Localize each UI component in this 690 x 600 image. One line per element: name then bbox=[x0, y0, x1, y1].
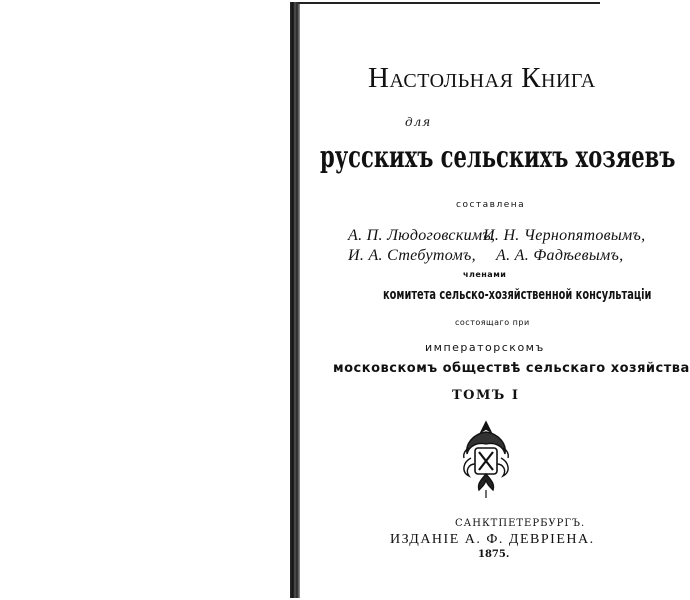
author-1: А. П. Людоговскимъ, bbox=[348, 227, 496, 244]
imperial-line: императорскомъ bbox=[425, 341, 545, 354]
city-line: САНКТПЕТЕРБУРГЪ. bbox=[455, 518, 586, 529]
title-line-3: русскихъ сельскихъ хозяевъ bbox=[320, 140, 676, 175]
title-line-1: Настольная Книга bbox=[368, 62, 596, 94]
title-line-2: для bbox=[405, 115, 432, 129]
members-line: членами bbox=[463, 270, 507, 279]
page-top-edge bbox=[298, 2, 600, 4]
year-line: 1875. bbox=[478, 549, 510, 560]
society-line: московскомъ обществѣ сельскаго хозяйства bbox=[333, 361, 690, 376]
volume-label: ТОМЪ I bbox=[452, 388, 520, 403]
author-2: И. Н. Чернопятовымъ, bbox=[483, 227, 646, 244]
committee-line: комитета сельско-хозяйственной консультаціи bbox=[383, 287, 652, 303]
publisher-line: ИЗДАНІЕ А. Ф. ДЕВРІЕНА. bbox=[390, 532, 595, 547]
book-spine bbox=[290, 2, 300, 598]
author-4: А. А. Фадѣевымъ, bbox=[496, 247, 624, 264]
at-line: состоящаго при bbox=[455, 318, 530, 327]
publisher-emblem-icon bbox=[455, 418, 517, 500]
blank-left-page bbox=[0, 0, 290, 600]
author-3: И. А. Стебутомъ, bbox=[348, 247, 476, 264]
compiled-by: составлена bbox=[456, 200, 526, 210]
